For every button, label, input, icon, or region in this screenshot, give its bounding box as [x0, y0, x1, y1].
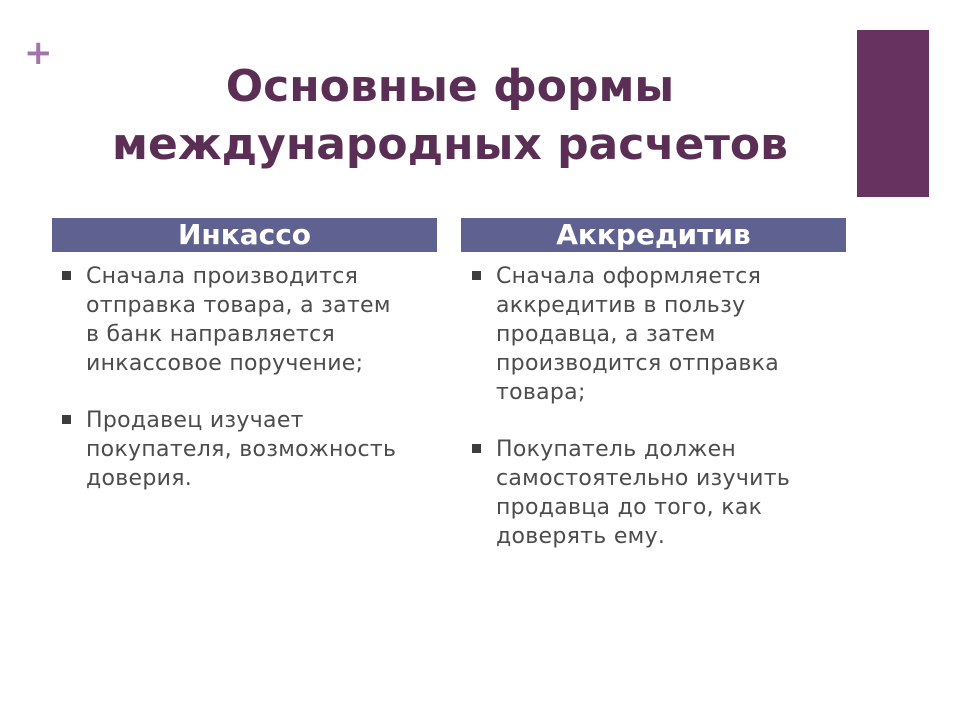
list-item-line: товара;	[496, 380, 586, 405]
list-item-line: Продавец изучает	[86, 408, 304, 433]
list-item	[472, 435, 842, 551]
list-item-line: доверия.	[86, 466, 193, 491]
slide-title	[40, 58, 860, 174]
list-item-line: Покупатель должен	[496, 437, 737, 462]
list-item-line: продавца до того, как	[496, 495, 763, 520]
list-item	[62, 262, 432, 378]
square-bullet-icon	[62, 271, 71, 280]
list-item-line: покупателя, возможность	[86, 437, 397, 462]
square-bullet-icon	[472, 444, 481, 453]
list-item-line: производится отправка	[496, 351, 780, 376]
square-bullet-icon	[472, 271, 481, 280]
list-item-line: инкассовое поручение;	[86, 351, 364, 376]
list-item-line: самостоятельно изучить	[496, 466, 791, 491]
column-header-accreditive: Аккредитив	[461, 218, 846, 252]
incasso-list	[62, 262, 432, 521]
square-bullet-icon	[62, 415, 71, 424]
list-item-line: продавца, а затем	[496, 322, 716, 347]
list-item-line: аккредитив в пользу	[496, 293, 746, 318]
accent-bar	[857, 30, 929, 197]
column-header-incasso: Инкассо	[52, 218, 437, 252]
plus-icon: +	[24, 33, 53, 73]
list-item-line: Сначала оформляется	[496, 264, 762, 289]
list-item	[472, 262, 842, 407]
accreditive-list	[472, 262, 842, 579]
list-item-line: Сначала производится	[86, 264, 359, 289]
list-item-line: отправка товара, а затем	[86, 293, 391, 318]
title-line-2: международных расчетов	[112, 119, 788, 170]
list-item-line: в банк направляется	[86, 322, 336, 347]
list-item-line: доверять ему.	[496, 524, 666, 549]
list-item	[62, 406, 432, 493]
title-line-1: Основные формы	[225, 61, 675, 112]
